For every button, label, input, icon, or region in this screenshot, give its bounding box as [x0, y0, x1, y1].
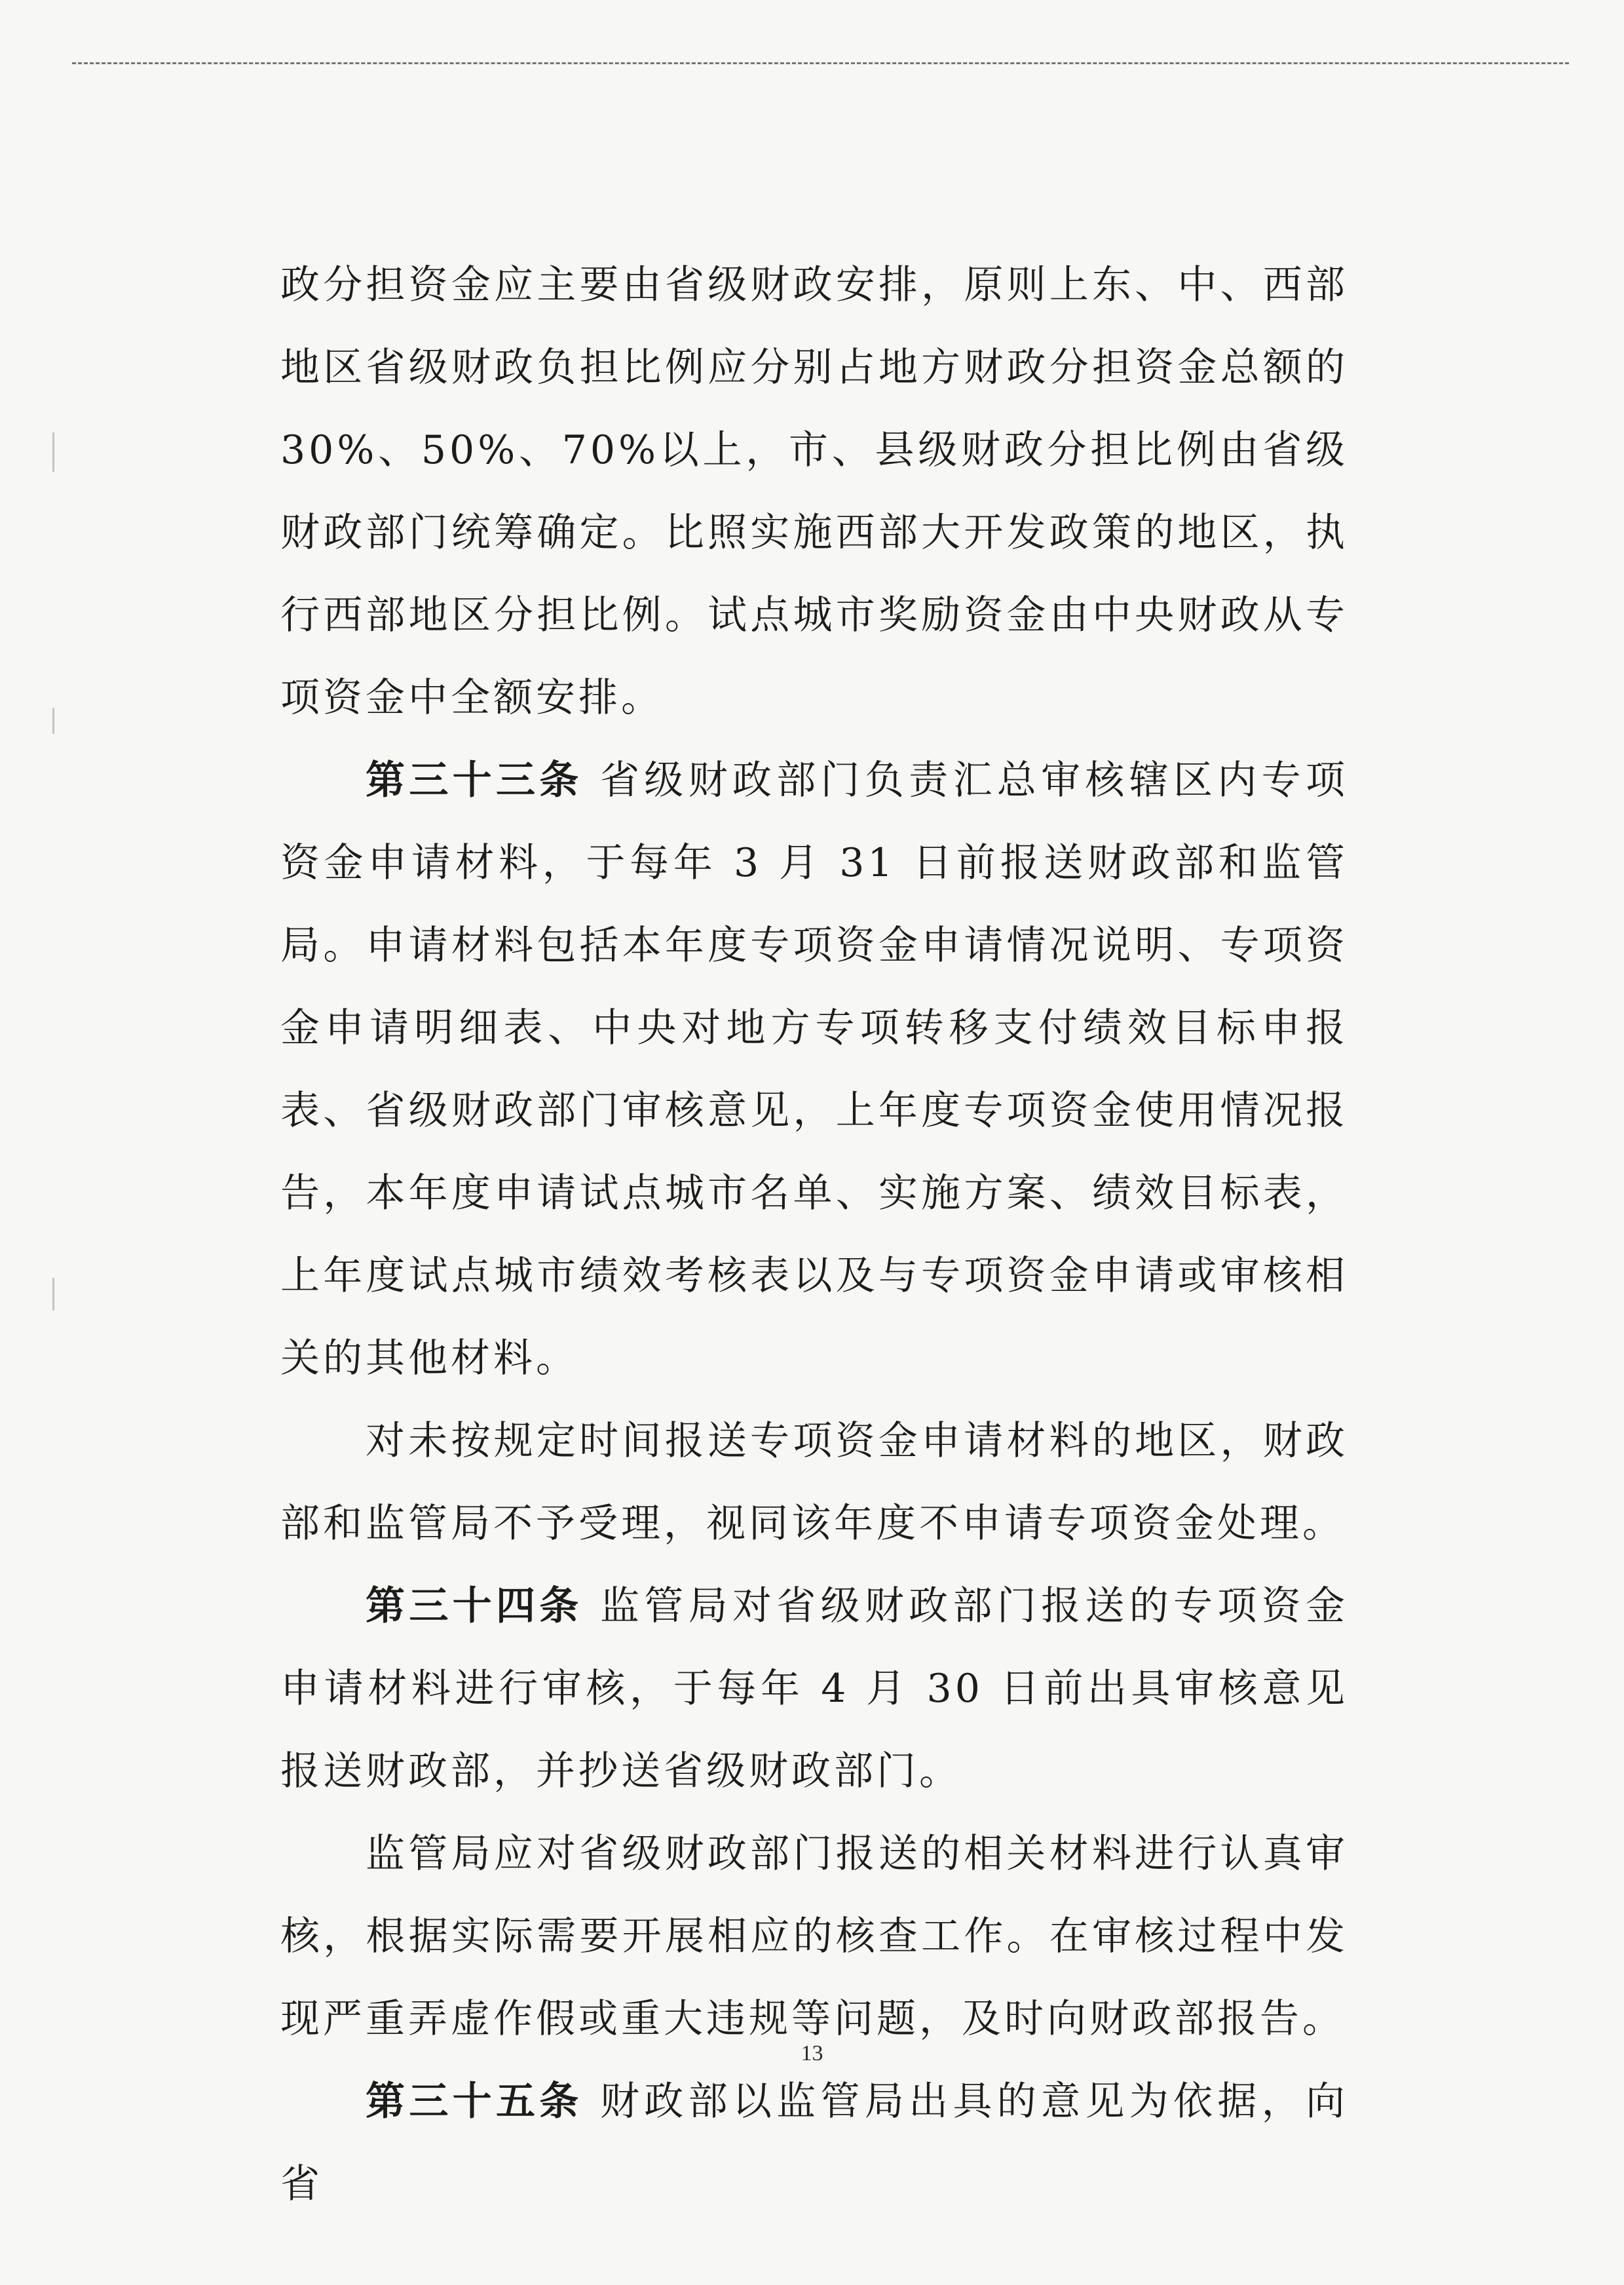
article-heading: 第三十四条 [366, 1583, 583, 1629]
body-text [280, 244, 1348, 2225]
paragraph-text: 政分担资金应主要由省级财政安排，原则上东、中、西部地区省级财政负担比例应分别占地方财政分担资金总额的30%、50%、70%以上，市、县级财政分担比例由省级财政部门统筹确定。比照实施西部大开发政策的地区，执行西部地区分担比例。试点城市奖励资金由中央财政从专项资金中全额安排。 [280, 262, 1348, 721]
page-number: 13 [801, 2041, 823, 2065]
paragraph-text: 对未按规定时间报送专项资金申请材料的地区，财政部和监管局不予受理，视同该年度不申请专项资金处理。 [280, 1418, 1348, 1546]
paragraph-continuation [280, 244, 1348, 739]
scan-margin-mark [52, 708, 54, 734]
scan-margin-mark [52, 432, 54, 472]
article-heading: 第三十三条 [366, 758, 583, 803]
scan-margin-mark [52, 1278, 54, 1311]
paragraph [280, 1400, 1348, 1565]
paragraph-text: 财政部以监管局出具的意见为依据，向省 [280, 2079, 1349, 2207]
header-rule [72, 62, 1569, 64]
paragraph-text: 省级财政部门负责汇总审核辖区内专项资金申请材料，于每年 3 月 31 日前报送财政部和监管局。申请材料包括本年度专项资金申请情况说明、专项资金申请明细表、中央对地方专项转移支付绩效目标申报表、省级财政部门审核意见，上年度专项资金使用情况报告，本年度申请试点城市名单、实施方案、绩效目标表，上年度试点城市绩效考核表以及与专项资金申请或审核相关的其他材料。 [280, 758, 1349, 1381]
paragraph [280, 1813, 1348, 2060]
paragraph-text: 监管局应对省级财政部门报送的相关材料进行认真审核，根据实际需要开展相应的核查工作。在审核过程中发现严重弄虚作假或重大违规等问题，及时向财政部报告。 [280, 1831, 1348, 2042]
paragraph-text: 监管局对省级财政部门报送的专项资金申请材料进行审核，于每年 4 月 30 日前出具审核意见报送财政部，并抄送省级财政部门。 [280, 1583, 1349, 1794]
article-35 [280, 2060, 1348, 2225]
article-33 [280, 739, 1348, 1400]
article-heading: 第三十五条 [366, 2079, 583, 2124]
article-34 [280, 1565, 1348, 1813]
